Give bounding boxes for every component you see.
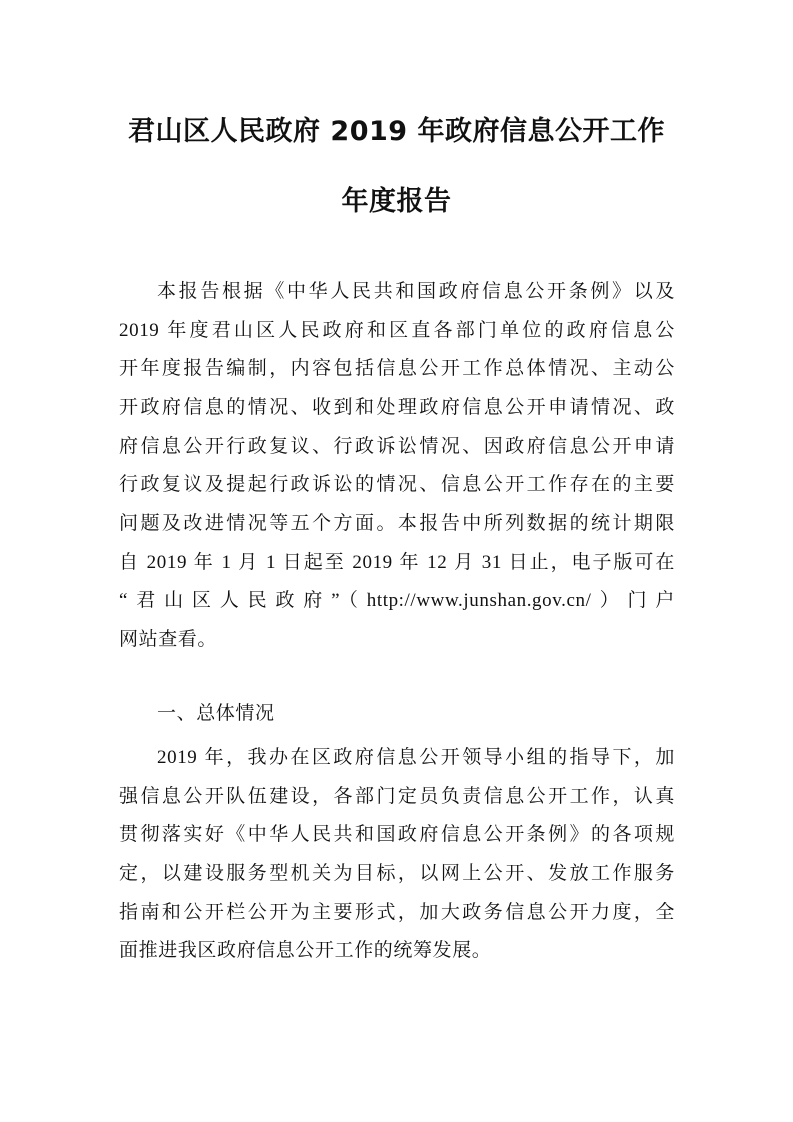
intro-paragraph-line: 2019 年度君山区人民政府和区直各部门单位的政府信息公 <box>119 320 675 341</box>
overview-paragraph-line: 面推进我区政府信息公开工作的统筹发展。 <box>119 940 492 961</box>
overview-paragraph-line: 定，以建设服务型机关为目标，以网上公开、发放工作服务 <box>119 863 675 884</box>
intro-paragraph-line: 网站查看。 <box>119 629 218 650</box>
intro-paragraph-line: 行政复议及提起行政诉讼的情况、信息公开工作存在的主要 <box>119 474 675 495</box>
intro-paragraph-line: 府信息公开行政复议、行政诉讼情况、因政府信息公开申请 <box>119 436 675 457</box>
overview-paragraph-line: 贯彻落实好《中华人民共和国政府信息公开条例》的各项规 <box>119 824 675 845</box>
intro-paragraph-line: 开政府信息的情况、收到和处理政府信息公开申请情况、政 <box>119 397 675 418</box>
intro-paragraph-line: 本报告根据《中华人民共和国政府信息公开条例》以及 <box>157 281 675 302</box>
intro-paragraph-line: 问题及改进情况等五个方面。本报告中所列数据的统计期限 <box>119 513 675 534</box>
intro-paragraph-line: 自 2019 年 1 月 1 日起至 2019 年 12 月 31 日止，电子版可在 <box>119 552 675 573</box>
section-heading-overview: 一、总体情况 <box>157 703 275 724</box>
report-title-line-2: 年度报告 <box>341 186 452 217</box>
intro-paragraph-line: 开年度报告编制，内容包括信息公开工作总体情况、主动公 <box>119 358 675 379</box>
report-title-line-1: 君山区人民政府 2019 年政府信息公开工作 <box>128 116 665 147</box>
overview-paragraph-line: 强信息公开队伍建设，各部门定员负责信息公开工作，认真 <box>119 786 675 807</box>
overview-paragraph-line: 2019 年，我办在区政府信息公开领导小组的指导下，加 <box>157 747 675 768</box>
overview-paragraph-line: 指南和公开栏公开为主要形式，加大政务信息公开力度，全 <box>119 902 675 923</box>
intro-paragraph-line: “君山区人民政府”（http://www.junshan.gov.cn/）门户 <box>119 590 675 611</box>
